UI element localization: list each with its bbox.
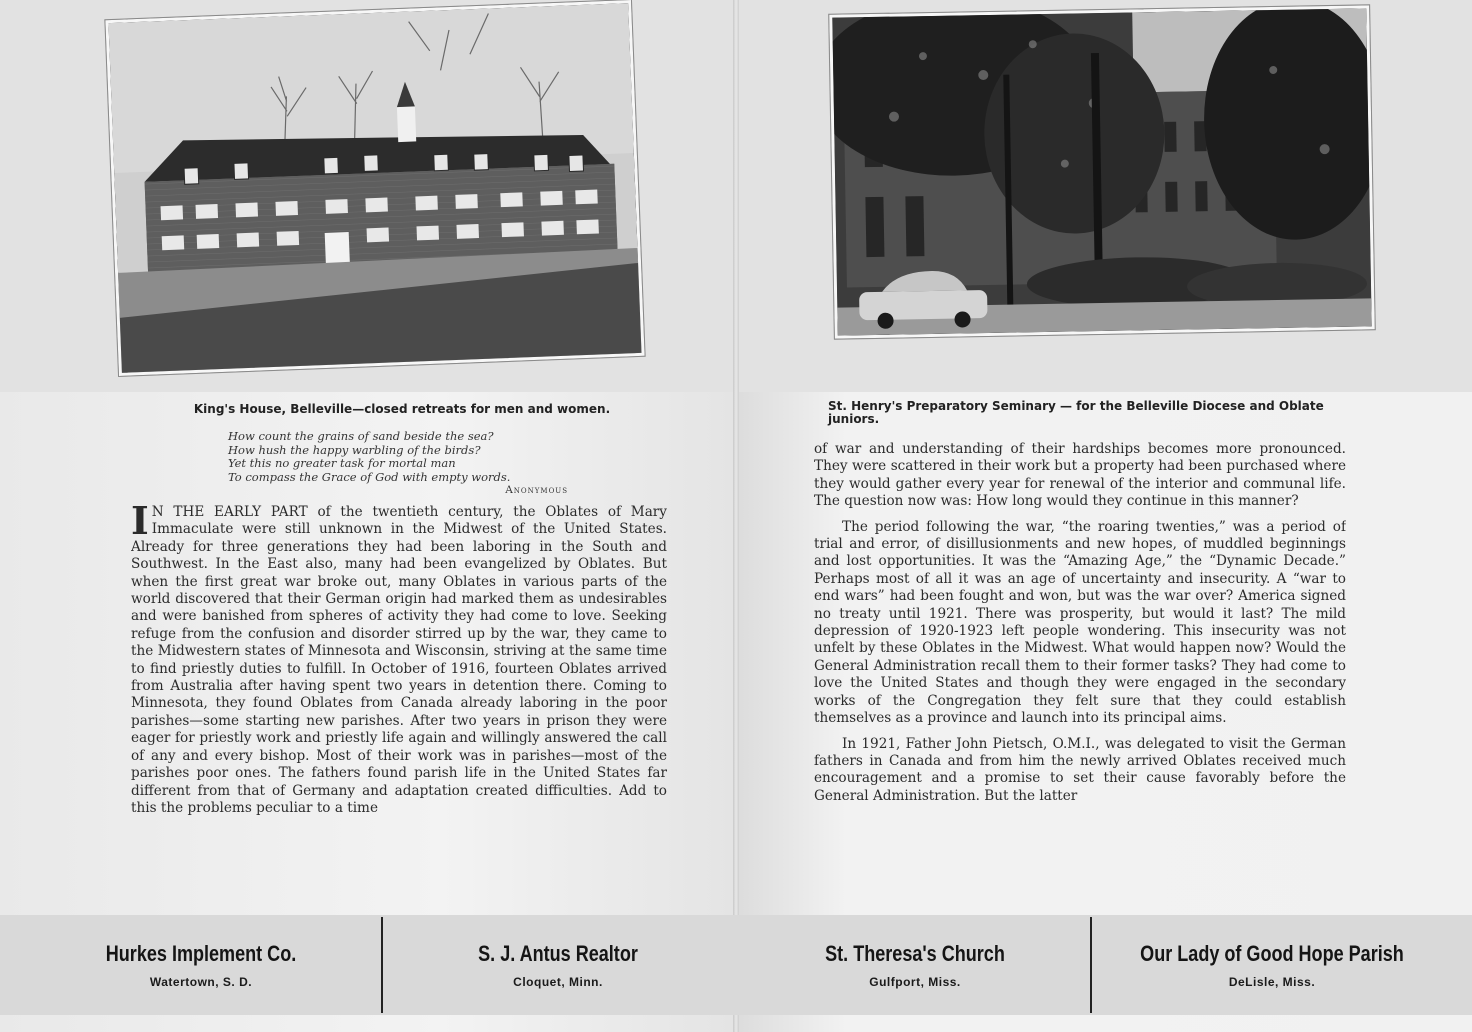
poem [228,430,568,498]
ad-hurkes-implement [20,915,382,1015]
ad-location: Gulfport, Miss. [869,975,961,989]
ad-antus-realtor [383,915,733,1015]
ad-st-theresas-church [740,915,1090,1015]
right-body-text [814,441,1346,891]
paragraph-body: of the twentieth century, the Oblates of Mary Immaculate were still unknown in the Midwest of the United States. Already for three generations they had been laboring in the South and Southwest. In the East also, many had been evangelized by Oblates. But when the first great war broke out, many Oblates in various parts of the world discovered that their German origin had marked them as undesirables and were banished from spheres of activity they had come to love. Seeking refuge from the confusion and disorder stirred up by the war, they came to the Midwestern states of Minnesota and Wisconsin, striving at the same time to find priestly duties to fulfill. In October of 1916, fourteen Oblates arrived from Australia after having spent two years in detention there. Coming to Minnesota, they found Oblates from Canada already laboring in the poor parishes—some starting new parishes. After two years in prison they were eager for priestly work and priestly life again and willingly answered the call of any and every bishop. Most of their work was in parishes—most of the parishes poor ones. The fathers found parish life in the United States far different from that of Germany and adaptation created difficulties. Add to this the problems peculiar to a time [131,504,667,816]
ad-location: DeLisle, Miss. [1228,975,1316,989]
lead-in: N THE EARLY PART [151,504,308,520]
ad-our-lady-of-good-hope [1092,915,1452,1015]
poem-line: How count the grains of sand beside the sea? [228,429,494,443]
photo-caption-st-henrys: St. Henry's Preparatory Seminary — for the Belleville Diocese and Oblate juniors. [828,399,1324,426]
left-body-text [131,504,667,894]
ad-location: Watertown, S. D. [149,975,253,989]
ad-name: S. J. Antus Realtor [478,941,638,966]
kings-house-illustration [108,3,641,373]
poem-line: To compass the Grace of God with empty words. [228,469,511,484]
poem-line: Yet this no greater task for mortal man [228,456,456,470]
drop-cap: I [131,504,149,543]
poem-line: How hush the happy warbling of the birds? [228,442,481,457]
ad-name: St. Theresa's Church [825,941,1005,966]
poem-author: Anonymous [505,484,568,496]
right-page [736,0,1472,1032]
kings-house-photo [105,0,644,376]
book-gutter [733,0,739,1032]
ad-name: Hurkes Implement Co. [105,941,297,966]
st-henrys-seminary-photo [829,5,1375,338]
ad-name: Our Lady of Good Hope Parish [1140,941,1404,966]
ad-location: Cloquet, Minn. [513,975,603,989]
st-henrys-illustration [832,8,1371,335]
intro-paragraph [131,504,667,817]
paragraph: The period following the war, “the roaring twenties,” was a period of trial and error, of disillusionments and new hopes, of muddled beginnings and lost opportunities. It was the “Amazing Age,” the “Dynamic Decade.” Perhaps most of all it was an age of uncertainty and insecurity. A “war to end wars” had been fought and won, but was the war over? America signed no treaty until 1921. There was prosperity, but would it last? The mild depression of 1920-1923 left people wondering. This insecurity was not unfelt by these Oblates in the Midwest. What would happen now? Would the General Administration recall them to their former tasks? They had come to love the United States and though they were engaged in the secondary works of the Congregation they felt sure that they could establish themselves as a province and launch into its principal aims. [814,518,1346,727]
paragraph: In 1921, Father John Pietsch, O.M.I., was delegated to visit the German fathers in Canada and from him the newly arrived Oblates received much encouragement and a promise to set their cause favorably before the General Administration. But the latter [814,735,1346,804]
paragraph: of war and understanding of their hardships becomes more pronounced. They were scattered in their work but a property had been purchased where they would gather every year for renewal of the interior and communal life. The question now was: How long would they continue in this manner? [814,441,1346,510]
photo-caption-kings-house: King's House, Belleville—closed retreats for men and women. [193,402,611,416]
